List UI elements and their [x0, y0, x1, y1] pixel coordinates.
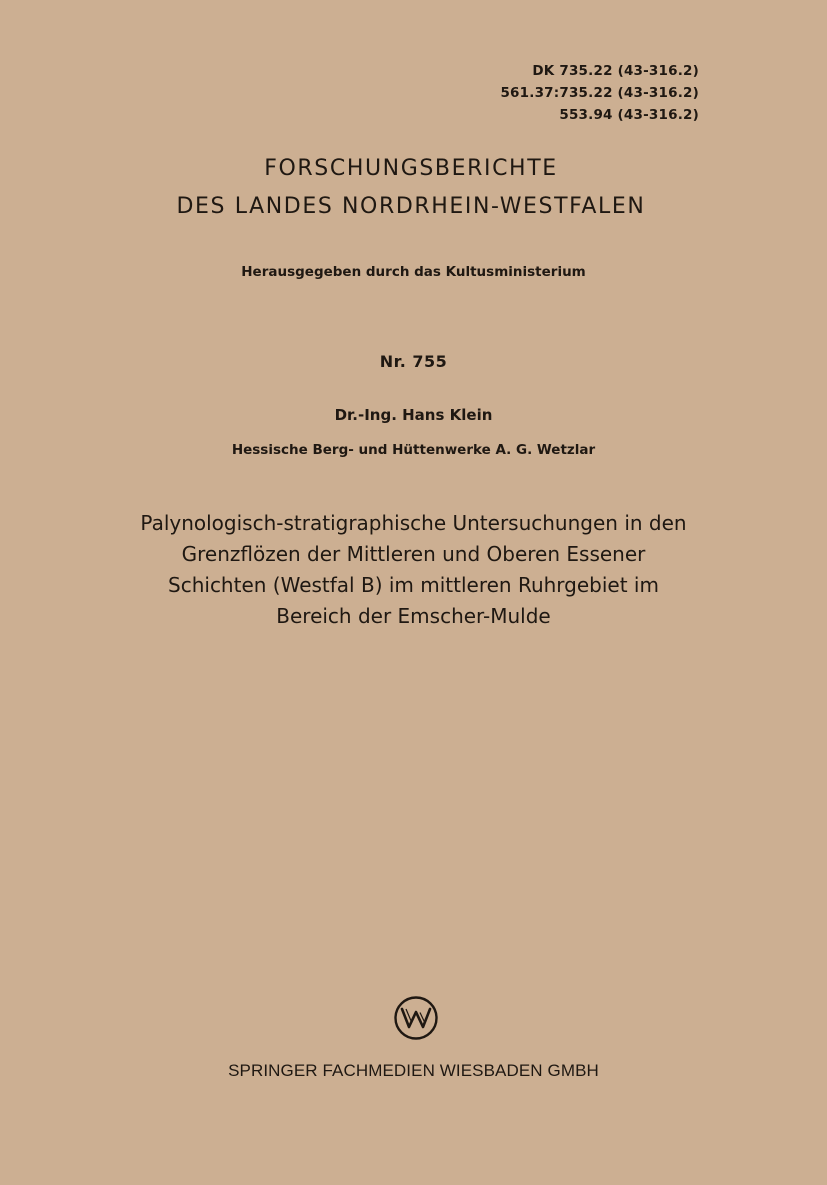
- publisher-logo-icon: [393, 995, 439, 1041]
- author-name: Dr.-Ing. Hans Klein: [334, 406, 493, 424]
- report-title-line: Grenzflözen der Mittleren und Oberen Essener: [181, 542, 646, 566]
- report-title-line: Bereich der Emscher-Mulde: [276, 604, 551, 628]
- report-title-line: Palynologisch-stratigraphische Untersuchungen in den: [140, 511, 687, 535]
- classification-line: DK 735.22 (43-316.2): [532, 63, 699, 79]
- report-number: Nr. 755: [379, 352, 448, 371]
- classification-line: 553.94 (43-316.2): [559, 107, 699, 123]
- author-affiliation: Hessische Berg- und Hüttenwerke A. G. Wetzlar: [231, 442, 596, 458]
- classification-line: 561.37:735.22 (43-316.2): [500, 85, 699, 101]
- report-title-line: Schichten (Westfal B) im mittleren Ruhrgebiet im: [168, 573, 659, 597]
- editor-note: Herausgegeben durch das Kultusministerium: [241, 264, 586, 280]
- series-title: [0, 150, 827, 226]
- series-title-line-1: FORSCHUNGSBERICHTE: [264, 156, 558, 181]
- publisher-imprint: SPRINGER FACHMEDIEN WIESBADEN GMBH: [228, 1061, 599, 1080]
- report-title: [0, 508, 827, 632]
- classification-block: [500, 60, 699, 126]
- series-title-line-2: DES LANDES NORDRHEIN-WESTFALEN: [176, 194, 646, 219]
